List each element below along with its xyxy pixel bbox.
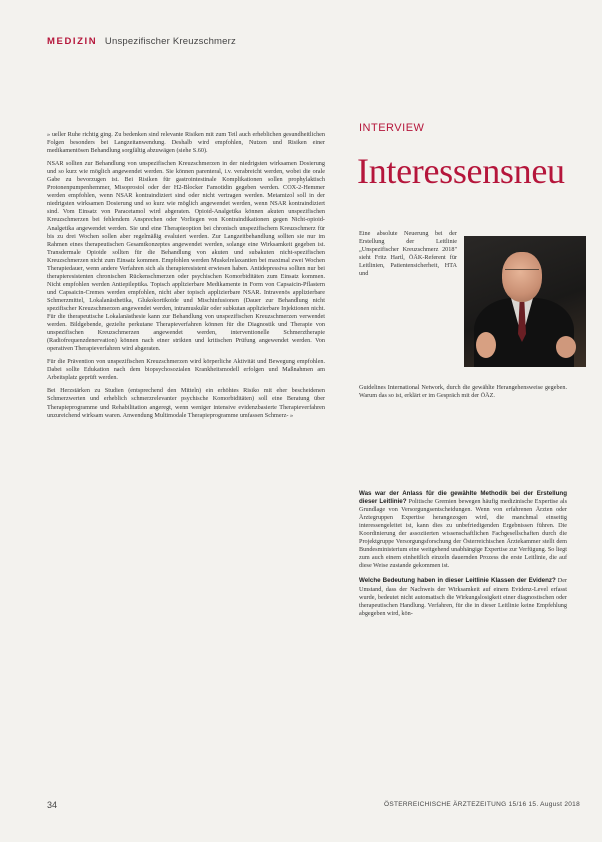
answer-1: Politische Gremien bewegen häufig medizinische Expertise als Grundlage von Versorgungsentscheidungen. Wenn von erfahrenen Ärzten oder Ärztegruppen Expertise herangezogen wird, die manchmal einseitig interessengeleitet ist, kann dies zu unbefriedigenden Ergebnissen führen. Die Koordinierung der assoziierten wissenschaftlichen Fachgesellschaften durch die Projektgruppe Versorgungsforschung der Österreichischen Ärztekammer stellt dem Bundesministerium eine weitgehend unabhängige Expertise zur Verfügung. So liegt zum auch einem einheitlich einzeln dauernden Prozess die erste Leitlinie, die auf diese Weise zustande gekommen ist. xyxy=(359,498,568,570)
interview-qa-column xyxy=(359,490,567,625)
interview-intro-narrow xyxy=(359,230,457,278)
intro-text-narrow: Eine absolute Neuerung bei der Erstellung der Leitlinie „Unspezifischer Kreuzschmerz 2018" sieht Fritz Hartl, ÖÄK-Referent für Leitlinien, Patientensicherheit, HTA und xyxy=(359,230,457,278)
publication-info: ÖSTERREICHISCHE ÄRZTEZEITUNG 15/16 15. August 2018 xyxy=(384,801,580,808)
interview-kicker: INTERVIEW xyxy=(359,122,425,134)
left-article-column xyxy=(47,131,325,425)
left-paragraph-1: » ueller Ruhe richtig ging. Zu bedenken sind relevante Risiken mit zum Teil auch erheblichen gesundheitlichen Folgen besonders bei Langzeitanwendung. Deshalb wird empfohlen, Nutzen und Risiken einer medikamentösen Behandlung sorgfältig abzuwägen (siehe S.60). xyxy=(47,131,325,155)
portrait-photo xyxy=(464,236,586,367)
left-paragraph-2: NSAR sollten zur Behandlung von unspezifischen Kreuzschmerzen in der niedrigsten wirksamen Dosierung und so kurz wie möglich angewendet werden. Sie können parenteral, i.v. verabreicht werden, wobei die orale Gabe zu bevorzugen ist. Bei Risiken für gastrointestinale Komplikationen sollen prophylaktisch Protonenpumpenhemmer, Misoprostol oder der H2-Blocker Famotidin gegeben werden. COX-2-Hemmer werden empfohlen, wenn NSAR kontraindiziert sind oder nicht vertragen werden. Metamizol soll in der niedrigsten wirksamen Dosierung und so kurz wie möglich angewendet werden, wenn NSAR kontraindiziert sind. Vom Einsatz von Paracetamol wird abgeraten. Opioid-Analgetika können akuten unspezifischen Kreuzschmerzen bei fehlendem Ansprechen oder Vorliegen von Kontraindikationen gegen Nicht-opioid-Analgetika angewendet werden. Sie und eine Therapieoption bei chronisch unspezifischem Kreuzschmerz für bis zu drei Wochen sollen aber regelmäßig evaluiert werden. Zur Langzeitbehandlung sollten sie nur im Rahmen eines therapeutischen Gesamtkonzeptes angewendet werden, solange eine Wirksamkeit gegeben ist. Transdermale Opioide sollten für die Behandlung von akuten und subakuten nicht-spezifischen Kreuzschmerzen nicht zum Einsatz kommen. Empfohlen werden Muskelrelaxantien bei maximal zwei Wochen Therapiedauer, wenn andere Verfahren sich als therapieresistent erwiesen haben. Antidepressiva sollten nur bei therapieresistenten chronischen Rückenschmerzen oder psychischen Komorbiditäten zum Einsatz kommen. Nicht empfohlen werden Antiepileptika. Topisch applizierbare Medikamente in Form von Capsaicin-Pflastern und Capsaicin-Cremes werden empfohlen, nicht aber topisch applizierbare NSAR. Intravenös applizierbare Schmerzmittel, Lokalanästhetika, Glukokortikoide und Mischinfusionen (Dauer zur Behandlung nicht spezifischer Kreuzschmerzen angewendet werden, intramuskulär oder subkutan applizierbare Injektionen nicht. Für die therapeutische Lokalanästhesie kann zur Behandlung von unspezifischen Kreuzschmerzen verwendet werden. Bildgebende, gezielte perkutane Therapieverfahren können für die Diagnostik und Therapie von unspezifischen Kreuzschmerzen angewendet werden, interventionelle Schmerztherapie (Radiofrequenzdenervation) können nach einer strikten und kritischen Prüfung angewendet werden. Von operativen Therapieverfahren wird abgeraten. xyxy=(47,160,325,353)
question-2: Welche Bedeutung haben in dieser Leitlinie Klassen der Evidenz? xyxy=(359,577,556,585)
page-header xyxy=(47,36,236,47)
question-1: Was war der Anlass für die gewählte Methodik bei der Erstellung dieser Leitlinie? xyxy=(359,490,567,506)
interview-intro-wide xyxy=(359,384,567,400)
left-paragraph-3: Für die Prävention von unspezifischen Kreuzschmerzen wird körperliche Aktivität und Bewegung empfohlen. Dabei sollte Edukation nach dem biopsychosozialen Krankheitsmodell erfolgen und Maßnahmen am Arbeitsplatz geprüft werden. xyxy=(47,358,325,382)
interview-headline: Interessensneu xyxy=(357,151,565,191)
section-label: MEDIZIN xyxy=(47,36,98,47)
qa-block-2 xyxy=(359,577,567,617)
section-subtitle: Unspezifischer Kreuzschmerz xyxy=(104,36,236,47)
intro-text-wide: Guidelines International Network, durch die gewählte Herangehensweise gegeben. Warum das so ist, erklärt er im Gespräch mit der ÖÄZ. xyxy=(359,384,567,400)
qa-block-1 xyxy=(359,490,567,570)
answer-2: Der Umstand, dass der Nachweis der Wirksamkeit auf einem Evidenz-Level erfasst wurde, bedeutet nicht automatisch die Wirkungslosigkeit einer diagnostischen oder therapeutischen Handlung. Verfahren, für die in dieser Leitlinie keine Empfehlung abgegeben wird, kön- xyxy=(359,577,568,617)
page-number: 34 xyxy=(47,800,58,810)
left-paragraph-4: Bei Herzstärken zu Studien (entsprechend den Mitteln) ein erhöhtes Risiko mit eher bescheidenen Schmerzwerten und erheblich schmerzrelevanter psychische Komorbiditäten) soll eine Beratung über Therapieprogramme und Rehabilitation angeregt, wenn weniger intensive evidenzbasierte Therapieverfahren unzureichend wirksam waren. Anwendung Multimodale Therapieprogramme umfassen Schmerz- » xyxy=(47,387,325,419)
